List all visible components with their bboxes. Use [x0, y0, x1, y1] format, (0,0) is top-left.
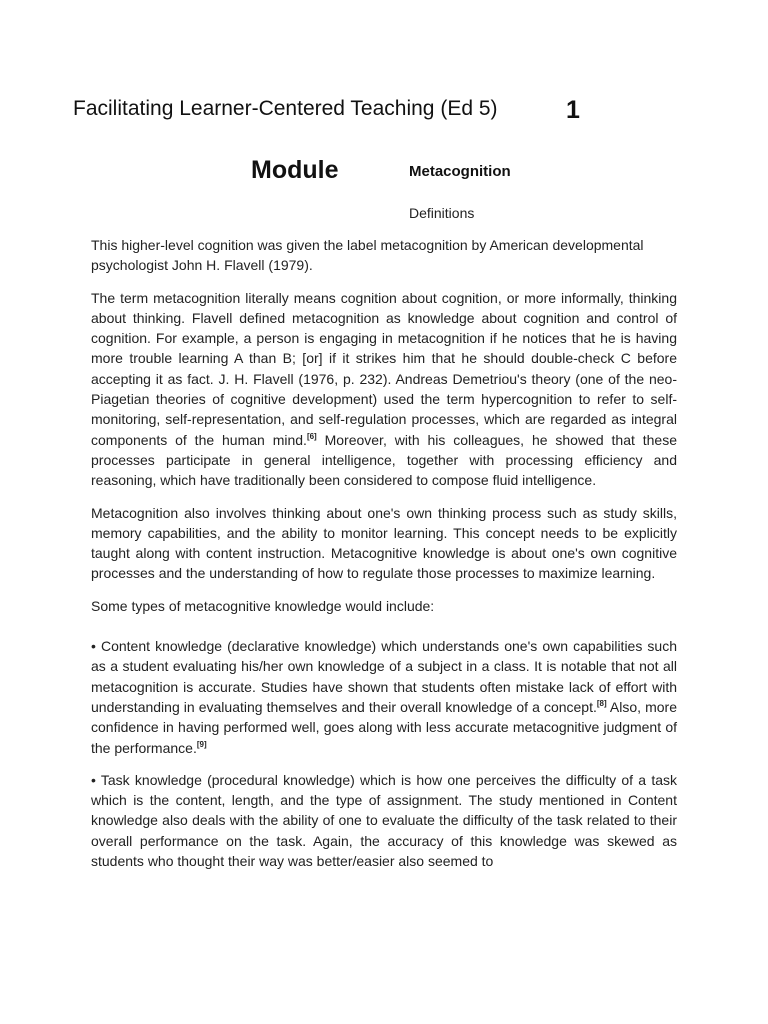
module-topic: Metacognition [409, 163, 511, 180]
footnote-ref-8[interactable]: [8] [596, 698, 607, 708]
paragraph-types-intro: Some types of metacognitive knowledge would include: [91, 597, 435, 614]
bullet-content-knowledge [91, 636, 677, 758]
bullet-content-text: • Content knowledge (declarative knowledge) which understands one's own capabilities such as a student evaluating his/her own knowledge of a subject in a class. It is notable that not all metacognition is accurate. Studies have shown that students often mistake lack of effort with understanding in evaluating themselves and their overall knowledge of a concept. [91, 638, 677, 715]
bullet-content-text-cont: Also, more confidence in having performed well, goes along with less accurate metacognitive judgment of the performance. [91, 698, 677, 756]
paragraph-metacognition: Metacognition also involves thinking about one's own thinking process such as study skills, memory capabilities, and the ability to monitor learning. This concept needs to be explicitly taught along with content instruction. Metacognitive knowledge is about one's own cognitive processes and the understanding of how to regulate those processes to maximize learning. [91, 504, 677, 582]
module-number: 1 [566, 96, 580, 124]
footnote-ref-9[interactable]: [9] [196, 739, 207, 749]
paragraph-definition-text: The term metacognition literally means cognition about cognition, or more informally, thinking about thinking. Flavell defined metacognition as knowledge about cognition and control of cognition. For example, a person is engaging in metacognition if he notices that he is having more trouble learning A than B; [or] if it strikes him that he should double-check C before accepting it as fact. J. H. Flavell (1976, p. 232). Andreas Demetriou's theory (one of the neo-Piagetian theories of cognitive development) used the term hypercognition to refer to self-monitoring, self-representation, and self-regulation processes, which are regarded as integral components of the human mind. [91, 289, 677, 448]
paragraph-definition [91, 288, 677, 491]
section-heading: Definitions [409, 205, 475, 221]
paragraph-definition-text-cont: Moreover, with his colleagues, he showed that these processes participate in general intelligence, together with processing efficiency and reasoning, which have traditionally been considered to compose fluid intelligence. [91, 431, 677, 489]
paragraph-intro: This higher-level cognition was given the label metacognition by American developmental psychologist John H. Flavell (1979). [91, 237, 644, 274]
bullet-task-knowledge: • Task knowledge (procedural knowledge) which is how one perceives the difficulty of a task which is the content, length, and the type of assignment. The study mentioned in Content knowledge also deals with the ability of one to evaluate the difficulty of the task related to their overall performance on the task. Again, the accuracy of this knowledge was skewed as students who thought their way was better/easier also seemed to [91, 771, 677, 870]
module-label: Module [251, 156, 339, 184]
course-title: Facilitating Learner-Centered Teaching (Ed 5) [73, 97, 498, 120]
body-text [91, 235, 677, 883]
footnote-ref-6[interactable]: [6] [306, 431, 317, 441]
